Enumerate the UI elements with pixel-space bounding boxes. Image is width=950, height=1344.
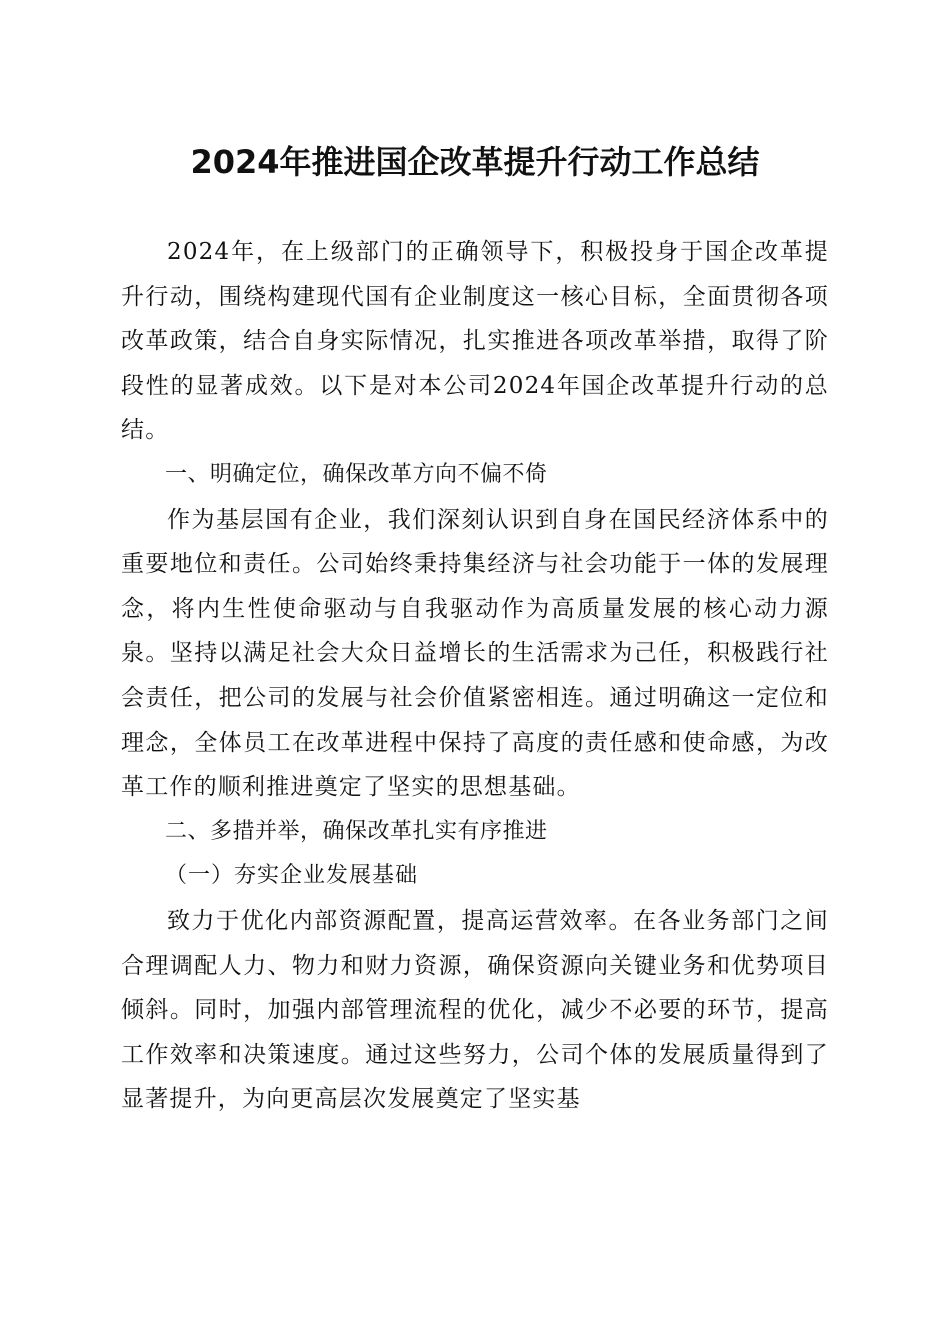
document-title: 2024年推进国企改革提升行动工作总结 xyxy=(190,143,760,181)
document-body xyxy=(121,230,829,1122)
subsection-2-1-heading: （一）夯实企业发展基础 xyxy=(165,863,419,889)
section-1-heading: 一、明确定位，确保改革方向不偏不倚 xyxy=(165,461,548,487)
subsection-2-1-paragraph: 致力于优化内部资源配置，提高运营效率。在各业务部门之间合理调配人力、物力和财力资源，确保资源向关键业务和优势项目倾斜。同时，加强内部管理流程的优化，减少不必要的环节，提高工作效率和决策速度。通过这些努力，公司个体的发展质量得到了显著提升，为向更高层次发展奠定了坚实基 xyxy=(121,907,829,1113)
section-2-heading: 二、多措并举，确保改革扎实有序推进 xyxy=(165,818,548,844)
section-1-paragraph: 作为基层国有企业，我们深刻认识到自身在国民经济体系中的重要地位和责任。公司始终秉持集经济与社会功能于一体的发展理念，将内生性使命驱动与自我驱动作为高质量发展的核心动力源泉。坚持以满足社会大众日益增长的生活需求为己任，积极践行社会责任，把公司的发展与社会价值紧密相连。通过明确这一定位和理念，全体员工在改革进程中保持了高度的责任感和使命感，为改革工作的顺利推进奠定了坚实的思想基础。 xyxy=(121,506,829,801)
intro-paragraph: 2024年，在上级部门的正确领导下，积极投身于国企改革提升行动，围绕构建现代国有企业制度这一核心目标，全面贯彻各项改革政策，结合自身实际情况，扎实推进各项改革举措，取得了阶段性的显著成效。以下是对本公司2024年国企改革提升行动的总结。 xyxy=(121,239,829,444)
